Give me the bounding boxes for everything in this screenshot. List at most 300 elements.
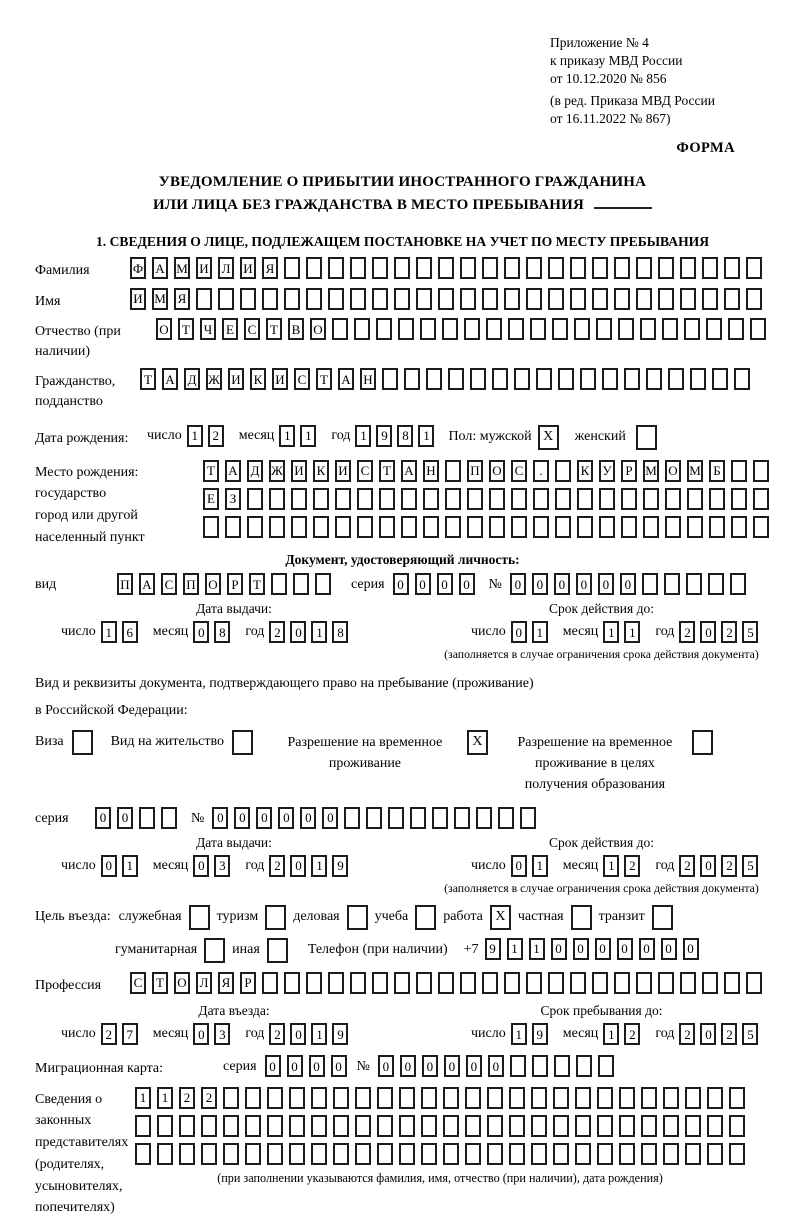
char-cell[interactable]: 0 — [617, 938, 633, 960]
char-cell[interactable] — [328, 972, 344, 994]
char-cell[interactable] — [728, 318, 744, 340]
char-cell[interactable]: 1 — [135, 1087, 151, 1109]
char-cell[interactable]: И — [228, 368, 244, 390]
char-cell[interactable] — [401, 488, 417, 510]
char-cell[interactable]: 0 — [322, 807, 338, 829]
char-cell[interactable] — [245, 1087, 261, 1109]
digit-cell[interactable]: 5 — [742, 855, 758, 877]
char-cell[interactable] — [662, 318, 678, 340]
char-cell[interactable] — [445, 460, 461, 482]
digit-cell[interactable]: 1 — [300, 425, 316, 447]
char-cell[interactable] — [724, 288, 740, 310]
char-cell[interactable] — [223, 1115, 239, 1137]
char-cell[interactable] — [597, 1087, 613, 1109]
char-cell[interactable]: 0 — [683, 938, 699, 960]
char-cell[interactable]: 0 — [620, 573, 636, 595]
char-cell[interactable] — [510, 1055, 526, 1077]
char-cell[interactable] — [467, 488, 483, 510]
char-cell[interactable] — [663, 1143, 679, 1165]
char-cell[interactable] — [577, 488, 593, 510]
char-cell[interactable] — [709, 488, 725, 510]
char-cell[interactable] — [357, 488, 373, 510]
char-cell[interactable] — [492, 368, 508, 390]
char-cell[interactable] — [598, 1055, 614, 1077]
digit-cell[interactable]: 9 — [376, 425, 392, 447]
char-cell[interactable] — [289, 1115, 305, 1137]
char-cell[interactable]: С — [130, 972, 146, 994]
char-cell[interactable]: М — [152, 288, 168, 310]
char-cell[interactable] — [509, 1115, 525, 1137]
char-cell[interactable] — [376, 318, 392, 340]
char-cell[interactable]: О — [310, 318, 326, 340]
char-cell[interactable] — [641, 1143, 657, 1165]
char-cell[interactable] — [530, 318, 546, 340]
char-cell[interactable] — [640, 318, 656, 340]
char-cell[interactable]: А — [225, 460, 241, 482]
char-cell[interactable]: 0 — [510, 573, 526, 595]
option-checkbox[interactable]: X — [490, 905, 511, 930]
char-cell[interactable] — [746, 972, 762, 994]
char-cell[interactable]: 0 — [393, 573, 409, 595]
char-cell[interactable] — [445, 516, 461, 538]
char-cell[interactable] — [508, 318, 524, 340]
char-cell[interactable] — [333, 1115, 349, 1137]
char-cell[interactable] — [223, 1087, 239, 1109]
char-cell[interactable] — [680, 972, 696, 994]
char-cell[interactable]: 0 — [234, 807, 250, 829]
digit-cell[interactable]: 9 — [332, 855, 348, 877]
digit-cell[interactable]: 0 — [101, 855, 117, 877]
char-cell[interactable] — [708, 573, 724, 595]
digit-cell[interactable]: 0 — [290, 855, 306, 877]
digit-cell[interactable]: 9 — [532, 1023, 548, 1045]
char-cell[interactable]: П — [117, 573, 133, 595]
char-cell[interactable] — [555, 460, 571, 482]
char-cell[interactable]: М — [687, 460, 703, 482]
char-cell[interactable] — [291, 516, 307, 538]
digit-cell[interactable]: 9 — [332, 1023, 348, 1045]
digit-cell[interactable]: 1 — [511, 1023, 527, 1045]
char-cell[interactable] — [576, 1055, 592, 1077]
char-cell[interactable] — [489, 488, 505, 510]
digit-cell[interactable]: 2 — [208, 425, 224, 447]
char-cell[interactable]: Е — [203, 488, 219, 510]
digit-cell[interactable]: 2 — [721, 621, 737, 643]
char-cell[interactable] — [262, 972, 278, 994]
char-cell[interactable] — [702, 972, 718, 994]
char-cell[interactable] — [509, 1143, 525, 1165]
char-cell[interactable]: М — [174, 257, 190, 279]
char-cell[interactable] — [476, 807, 492, 829]
char-cell[interactable] — [526, 972, 542, 994]
char-cell[interactable] — [139, 807, 155, 829]
char-cell[interactable]: Н — [423, 460, 439, 482]
char-cell[interactable]: Т — [152, 972, 168, 994]
char-cell[interactable] — [291, 488, 307, 510]
char-cell[interactable]: И — [291, 460, 307, 482]
digit-cell[interactable]: 0 — [700, 1023, 716, 1045]
char-cell[interactable] — [394, 288, 410, 310]
char-cell[interactable]: 0 — [400, 1055, 416, 1077]
digit-cell[interactable]: 1 — [311, 621, 327, 643]
char-cell[interactable] — [555, 516, 571, 538]
char-cell[interactable]: 0 — [437, 573, 453, 595]
char-cell[interactable]: Ж — [269, 460, 285, 482]
digit-cell[interactable]: 2 — [679, 621, 695, 643]
char-cell[interactable]: Я — [218, 972, 234, 994]
char-cell[interactable] — [289, 1143, 305, 1165]
sex-female-checkbox[interactable] — [636, 425, 657, 450]
char-cell[interactable] — [311, 1115, 327, 1137]
digit-cell[interactable]: 1 — [532, 621, 548, 643]
char-cell[interactable] — [643, 488, 659, 510]
digit-cell[interactable]: 1 — [603, 1023, 619, 1045]
char-cell[interactable] — [218, 288, 234, 310]
char-cell[interactable] — [520, 807, 536, 829]
digit-cell[interactable]: 1 — [532, 855, 548, 877]
char-cell[interactable] — [531, 1143, 547, 1165]
char-cell[interactable]: 0 — [265, 1055, 281, 1077]
char-cell[interactable]: О — [156, 318, 172, 340]
char-cell[interactable] — [179, 1115, 195, 1137]
char-cell[interactable] — [262, 288, 278, 310]
char-cell[interactable] — [432, 807, 448, 829]
digit-cell[interactable]: 2 — [269, 855, 285, 877]
char-cell[interactable] — [533, 516, 549, 538]
char-cell[interactable]: 0 — [287, 1055, 303, 1077]
char-cell[interactable] — [394, 257, 410, 279]
digit-cell[interactable]: 1 — [603, 855, 619, 877]
digit-cell[interactable]: 2 — [679, 1023, 695, 1045]
char-cell[interactable] — [423, 488, 439, 510]
char-cell[interactable] — [548, 288, 564, 310]
char-cell[interactable] — [599, 516, 615, 538]
char-cell[interactable] — [460, 257, 476, 279]
char-cell[interactable] — [531, 1087, 547, 1109]
char-cell[interactable] — [746, 288, 762, 310]
char-cell[interactable] — [750, 318, 766, 340]
char-cell[interactable] — [157, 1143, 173, 1165]
digit-cell[interactable]: 1 — [122, 855, 138, 877]
char-cell[interactable]: Л — [196, 972, 212, 994]
char-cell[interactable] — [454, 807, 470, 829]
char-cell[interactable]: О — [665, 460, 681, 482]
char-cell[interactable] — [421, 1087, 437, 1109]
char-cell[interactable] — [684, 318, 700, 340]
digit-cell[interactable]: 2 — [721, 1023, 737, 1045]
char-cell[interactable] — [355, 1143, 371, 1165]
digit-cell[interactable]: 8 — [397, 425, 413, 447]
char-cell[interactable] — [702, 257, 718, 279]
char-cell[interactable]: Т — [316, 368, 332, 390]
digit-cell[interactable]: 2 — [269, 621, 285, 643]
char-cell[interactable] — [687, 516, 703, 538]
char-cell[interactable] — [328, 257, 344, 279]
char-cell[interactable]: 0 — [573, 938, 589, 960]
char-cell[interactable]: 0 — [459, 573, 475, 595]
char-cell[interactable] — [443, 1143, 459, 1165]
char-cell[interactable] — [470, 368, 486, 390]
char-cell[interactable] — [399, 1115, 415, 1137]
char-cell[interactable] — [548, 972, 564, 994]
char-cell[interactable] — [555, 488, 571, 510]
char-cell[interactable] — [658, 288, 674, 310]
digit-cell[interactable]: 2 — [624, 1023, 640, 1045]
char-cell[interactable] — [350, 972, 366, 994]
char-cell[interactable] — [445, 488, 461, 510]
char-cell[interactable] — [558, 368, 574, 390]
digit-cell[interactable]: 8 — [214, 621, 230, 643]
char-cell[interactable] — [284, 257, 300, 279]
char-cell[interactable] — [731, 516, 747, 538]
option-checkbox[interactable] — [415, 905, 436, 930]
char-cell[interactable] — [372, 257, 388, 279]
char-cell[interactable]: И — [130, 288, 146, 310]
char-cell[interactable] — [267, 1143, 283, 1165]
char-cell[interactable] — [592, 972, 608, 994]
option-checkbox[interactable] — [652, 905, 673, 930]
char-cell[interactable] — [575, 1143, 591, 1165]
char-cell[interactable] — [482, 972, 498, 994]
char-cell[interactable] — [597, 1115, 613, 1137]
char-cell[interactable] — [269, 488, 285, 510]
char-cell[interactable]: . — [533, 460, 549, 482]
char-cell[interactable] — [509, 1087, 525, 1109]
char-cell[interactable]: 0 — [415, 573, 431, 595]
char-cell[interactable] — [335, 488, 351, 510]
char-cell[interactable]: 0 — [444, 1055, 460, 1077]
char-cell[interactable] — [366, 807, 382, 829]
option-checkbox[interactable] — [571, 905, 592, 930]
char-cell[interactable] — [570, 288, 586, 310]
char-cell[interactable] — [487, 1143, 503, 1165]
char-cell[interactable] — [355, 1087, 371, 1109]
char-cell[interactable]: Р — [621, 460, 637, 482]
char-cell[interactable] — [731, 460, 747, 482]
char-cell[interactable] — [482, 257, 498, 279]
char-cell[interactable] — [665, 516, 681, 538]
char-cell[interactable] — [487, 1087, 503, 1109]
digit-cell[interactable]: 2 — [269, 1023, 285, 1045]
char-cell[interactable] — [355, 1115, 371, 1137]
char-cell[interactable] — [753, 460, 769, 482]
char-cell[interactable] — [416, 257, 432, 279]
char-cell[interactable] — [592, 288, 608, 310]
char-cell[interactable]: 0 — [95, 807, 111, 829]
char-cell[interactable]: 0 — [488, 1055, 504, 1077]
char-cell[interactable] — [460, 288, 476, 310]
char-cell[interactable] — [636, 288, 652, 310]
char-cell[interactable] — [663, 1087, 679, 1109]
char-cell[interactable]: 0 — [212, 807, 228, 829]
char-cell[interactable] — [597, 1143, 613, 1165]
char-cell[interactable] — [702, 288, 718, 310]
char-cell[interactable] — [421, 1143, 437, 1165]
char-cell[interactable] — [426, 368, 442, 390]
char-cell[interactable] — [729, 1115, 745, 1137]
digit-cell[interactable]: 0 — [700, 855, 716, 877]
char-cell[interactable]: С — [511, 460, 527, 482]
char-cell[interactable] — [438, 972, 454, 994]
char-cell[interactable] — [438, 288, 454, 310]
char-cell[interactable] — [372, 972, 388, 994]
char-cell[interactable]: 0 — [466, 1055, 482, 1077]
char-cell[interactable] — [438, 257, 454, 279]
char-cell[interactable] — [712, 368, 728, 390]
char-cell[interactable] — [443, 1087, 459, 1109]
char-cell[interactable] — [753, 488, 769, 510]
char-cell[interactable]: 0 — [639, 938, 655, 960]
char-cell[interactable] — [357, 516, 373, 538]
char-cell[interactable]: Т — [140, 368, 156, 390]
char-cell[interactable] — [575, 1087, 591, 1109]
char-cell[interactable]: К — [313, 460, 329, 482]
char-cell[interactable]: Д — [184, 368, 200, 390]
char-cell[interactable] — [577, 516, 593, 538]
temp-residence-checkbox[interactable]: X — [467, 730, 488, 755]
char-cell[interactable] — [313, 488, 329, 510]
char-cell[interactable] — [553, 1143, 569, 1165]
char-cell[interactable] — [420, 318, 436, 340]
char-cell[interactable] — [421, 1115, 437, 1137]
char-cell[interactable] — [575, 1115, 591, 1137]
char-cell[interactable] — [442, 318, 458, 340]
char-cell[interactable] — [624, 368, 640, 390]
char-cell[interactable]: 1 — [507, 938, 523, 960]
digit-cell[interactable]: 2 — [679, 855, 695, 877]
char-cell[interactable] — [372, 288, 388, 310]
char-cell[interactable] — [707, 1115, 723, 1137]
char-cell[interactable] — [394, 972, 410, 994]
char-cell[interactable]: 0 — [378, 1055, 394, 1077]
char-cell[interactable]: 0 — [331, 1055, 347, 1077]
char-cell[interactable] — [179, 1143, 195, 1165]
char-cell[interactable] — [203, 516, 219, 538]
char-cell[interactable] — [642, 573, 658, 595]
char-cell[interactable] — [289, 1087, 305, 1109]
digit-cell[interactable]: 0 — [700, 621, 716, 643]
char-cell[interactable]: Ж — [206, 368, 222, 390]
char-cell[interactable] — [377, 1143, 393, 1165]
digit-cell[interactable]: 1 — [603, 621, 619, 643]
char-cell[interactable]: А — [401, 460, 417, 482]
char-cell[interactable] — [464, 318, 480, 340]
char-cell[interactable] — [658, 257, 674, 279]
char-cell[interactable] — [247, 516, 263, 538]
char-cell[interactable] — [201, 1115, 217, 1137]
char-cell[interactable] — [465, 1087, 481, 1109]
char-cell[interactable] — [271, 573, 287, 595]
char-cell[interactable] — [306, 257, 322, 279]
char-cell[interactable] — [619, 1115, 635, 1137]
char-cell[interactable]: 2 — [201, 1087, 217, 1109]
char-cell[interactable] — [636, 257, 652, 279]
char-cell[interactable]: 0 — [278, 807, 294, 829]
char-cell[interactable]: С — [294, 368, 310, 390]
char-cell[interactable] — [664, 573, 680, 595]
char-cell[interactable] — [443, 1115, 459, 1137]
char-cell[interactable] — [526, 257, 542, 279]
digit-cell[interactable]: 1 — [418, 425, 434, 447]
char-cell[interactable] — [401, 516, 417, 538]
digit-cell[interactable]: 0 — [193, 1023, 209, 1045]
char-cell[interactable] — [511, 488, 527, 510]
char-cell[interactable] — [379, 488, 395, 510]
digit-cell[interactable]: 1 — [355, 425, 371, 447]
char-cell[interactable]: Р — [227, 573, 243, 595]
char-cell[interactable] — [596, 318, 612, 340]
char-cell[interactable]: 0 — [576, 573, 592, 595]
char-cell[interactable] — [382, 368, 398, 390]
char-cell[interactable] — [533, 488, 549, 510]
char-cell[interactable] — [350, 257, 366, 279]
char-cell[interactable] — [536, 368, 552, 390]
digit-cell[interactable]: 0 — [511, 621, 527, 643]
char-cell[interactable]: И — [196, 257, 212, 279]
char-cell[interactable] — [553, 1115, 569, 1137]
char-cell[interactable]: С — [357, 460, 373, 482]
char-cell[interactable] — [410, 807, 426, 829]
char-cell[interactable] — [531, 1115, 547, 1137]
char-cell[interactable] — [398, 318, 414, 340]
char-cell[interactable] — [328, 288, 344, 310]
char-cell[interactable] — [614, 288, 630, 310]
char-cell[interactable] — [641, 1087, 657, 1109]
char-cell[interactable] — [504, 972, 520, 994]
char-cell[interactable]: Т — [266, 318, 282, 340]
char-cell[interactable] — [602, 368, 618, 390]
char-cell[interactable] — [498, 807, 514, 829]
digit-cell[interactable]: 5 — [742, 1023, 758, 1045]
char-cell[interactable] — [514, 368, 530, 390]
char-cell[interactable] — [706, 318, 722, 340]
char-cell[interactable]: Ч — [200, 318, 216, 340]
char-cell[interactable] — [729, 1143, 745, 1165]
digit-cell[interactable]: 1 — [279, 425, 295, 447]
char-cell[interactable] — [399, 1143, 415, 1165]
digit-cell[interactable]: 2 — [624, 855, 640, 877]
char-cell[interactable] — [552, 318, 568, 340]
digit-cell[interactable]: 2 — [721, 855, 737, 877]
char-cell[interactable]: 0 — [532, 573, 548, 595]
char-cell[interactable] — [548, 257, 564, 279]
char-cell[interactable] — [332, 318, 348, 340]
visa-checkbox[interactable] — [72, 730, 93, 755]
char-cell[interactable] — [599, 488, 615, 510]
char-cell[interactable]: 0 — [309, 1055, 325, 1077]
char-cell[interactable]: 0 — [300, 807, 316, 829]
char-cell[interactable]: П — [467, 460, 483, 482]
char-cell[interactable] — [313, 516, 329, 538]
char-cell[interactable] — [135, 1115, 151, 1137]
char-cell[interactable] — [388, 807, 404, 829]
char-cell[interactable] — [614, 257, 630, 279]
char-cell[interactable]: С — [161, 573, 177, 595]
char-cell[interactable] — [619, 1143, 635, 1165]
char-cell[interactable] — [746, 257, 762, 279]
char-cell[interactable] — [267, 1115, 283, 1137]
char-cell[interactable] — [621, 488, 637, 510]
char-cell[interactable]: 9 — [485, 938, 501, 960]
char-cell[interactable] — [315, 573, 331, 595]
char-cell[interactable]: Е — [222, 318, 238, 340]
char-cell[interactable]: Д — [247, 460, 263, 482]
char-cell[interactable] — [223, 1143, 239, 1165]
char-cell[interactable]: 0 — [595, 938, 611, 960]
digit-cell[interactable]: 7 — [122, 1023, 138, 1045]
char-cell[interactable] — [196, 288, 212, 310]
char-cell[interactable] — [526, 288, 542, 310]
